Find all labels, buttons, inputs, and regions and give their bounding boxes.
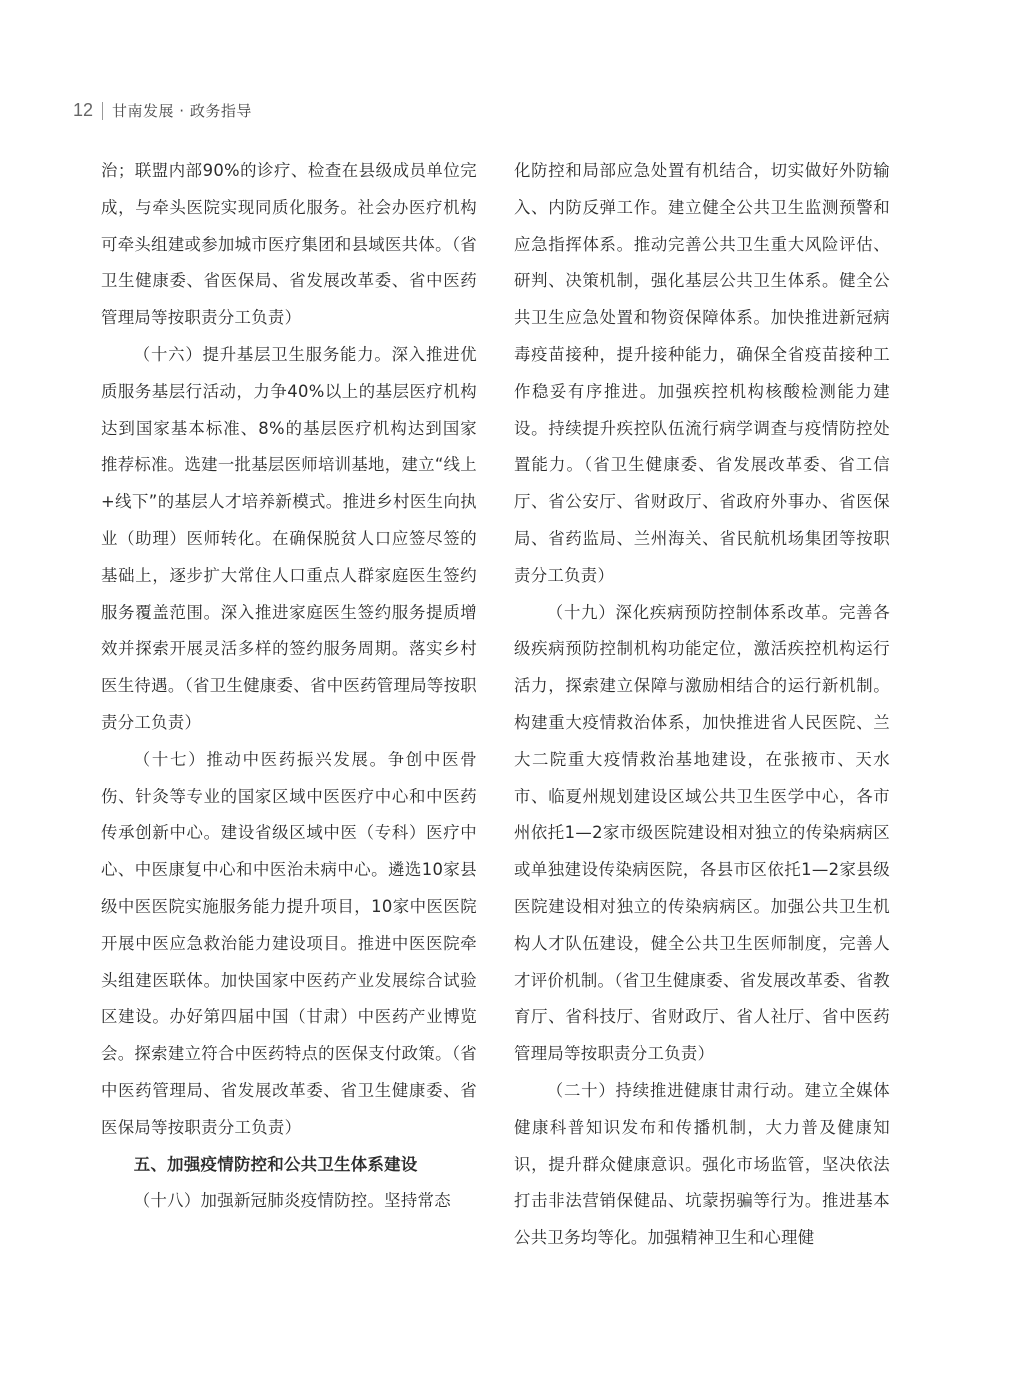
right-column [514,153,890,1257]
left-column [101,153,477,1220]
paragraph: （二十）持续推进健康甘肃行动。建立全媒体健康科普知识发布和传播机制，大力普及健康知识，提升群众健康意识。强化市场监管，坚决依法打击非法营销保健品、坑蒙拐骗等行为。推进基本公共卫务均等化。加强精神卫生和心理健 [514,1080,890,1248]
page-number: 12 [73,100,94,120]
paragraph: （十六）提升基层卫生服务能力。深入推进优质服务基层行活动，力争40%以上的基层医疗机构达到国家基本标准、8%的基层医疗机构达到国家推荐标准。选建一批基层医师培训基地，建立“线上+线下”的基层人才培养新模式。推进乡村医生向执业（助理）医师转化。在确保脱贫人口应签尽签的基础上，逐步扩大常住人口重点人群家庭医生签约服务覆盖范围。深入推进家庭医生签约服务提质增效并探索开展灵活多样的签约服务周期。落实乡村医生待遇。（省卫生健康委、省中医药管理局等按职责分工负责） [101,344,477,732]
paragraph: （十八）加强新冠肺炎疫情防控。坚持常态 [133,1191,451,1211]
paragraph: 治；联盟内部90%的诊疗、检查在县级成员单位完成，与牵头医院实现同质化服务。社会办医疗机构可牵头组建或参加城市医疗集团和县域医共体。（省卫生健康委、省医保局、省发展改革委、省中医药管理局等按职责分工负责） [101,161,477,328]
publication-title: 甘南发展 · 政务指导 [112,102,252,120]
paragraph: （十九）深化疾病预防控制体系改革。完善各级疾病预防控制机构功能定位，激活疾控机构运行活力，探索建立保障与激励相结合的运行新机制。构建重大疫情救治体系，加快推进省人民医院、兰大二院重大疫情救治基地建设，在张掖市、天水市、临夏州规划建设区域公共卫生医学中心，各市州依托1—2家市级医院建设相对独立的传染病病区或单独建设传染病医院，各县市区依托1—2家县级医院建设相对独立的传染病病区。加强公共卫生机构人才队伍建设，健全公共卫生医师制度，完善人才评价机制。（省卫生健康委、省发展改革委、省教育厅、省科技厅、省财政厅、省人社厅、省中医药管理局等按职责分工负责） [514,602,890,1064]
paragraph: 化防控和局部应急处置有机结合，切实做好外防输入、内防反弹工作。建立健全公共卫生监测预警和应急指挥体系。推动完善公共卫生重大风险评估、研判、决策机制，强化基层公共卫生体系。健全公共卫生应急处置和物资保障体系。加快推进新冠病毒疫苗接种，提升接种能力，确保全省疫苗接种工作稳妥有序推进。加强疾控机构核酸检测能力建设。持续提升疾控队伍流行病学调查与疫情防控处置能力。（省卫生健康委、省发展改革委、省工信厅、省公安厅、省财政厅、省政府外事办、省医保局、省药监局、兰州海关、省民航机场集团等按职责分工负责） [514,161,890,585]
header-divider [102,102,103,120]
paragraph: （十七）推动中医药振兴发展。争创中医骨伤、针灸等专业的国家区域中医医疗中心和中医药传承创新中心。建设省级区域中医（专科）医疗中心、中医康复中心和中医治未病中心。遴选10家县级中医医院实施服务能力提升项目，10家中医医院开展中医应急救治能力建设项目。推进中医医院牵头组建医联体。加快国家中医药产业发展综合试验区建设。办好第四届中国（甘肃）中医药产业博览会。探索建立符合中医药特点的医保支付政策。（省中医药管理局、省发展改革委、省卫生健康委、省医保局等按职责分工负责） [101,749,477,1137]
section-heading: 五、加强疫情防控和公共卫生体系建设 [133,1154,418,1174]
page-header [73,100,252,121]
